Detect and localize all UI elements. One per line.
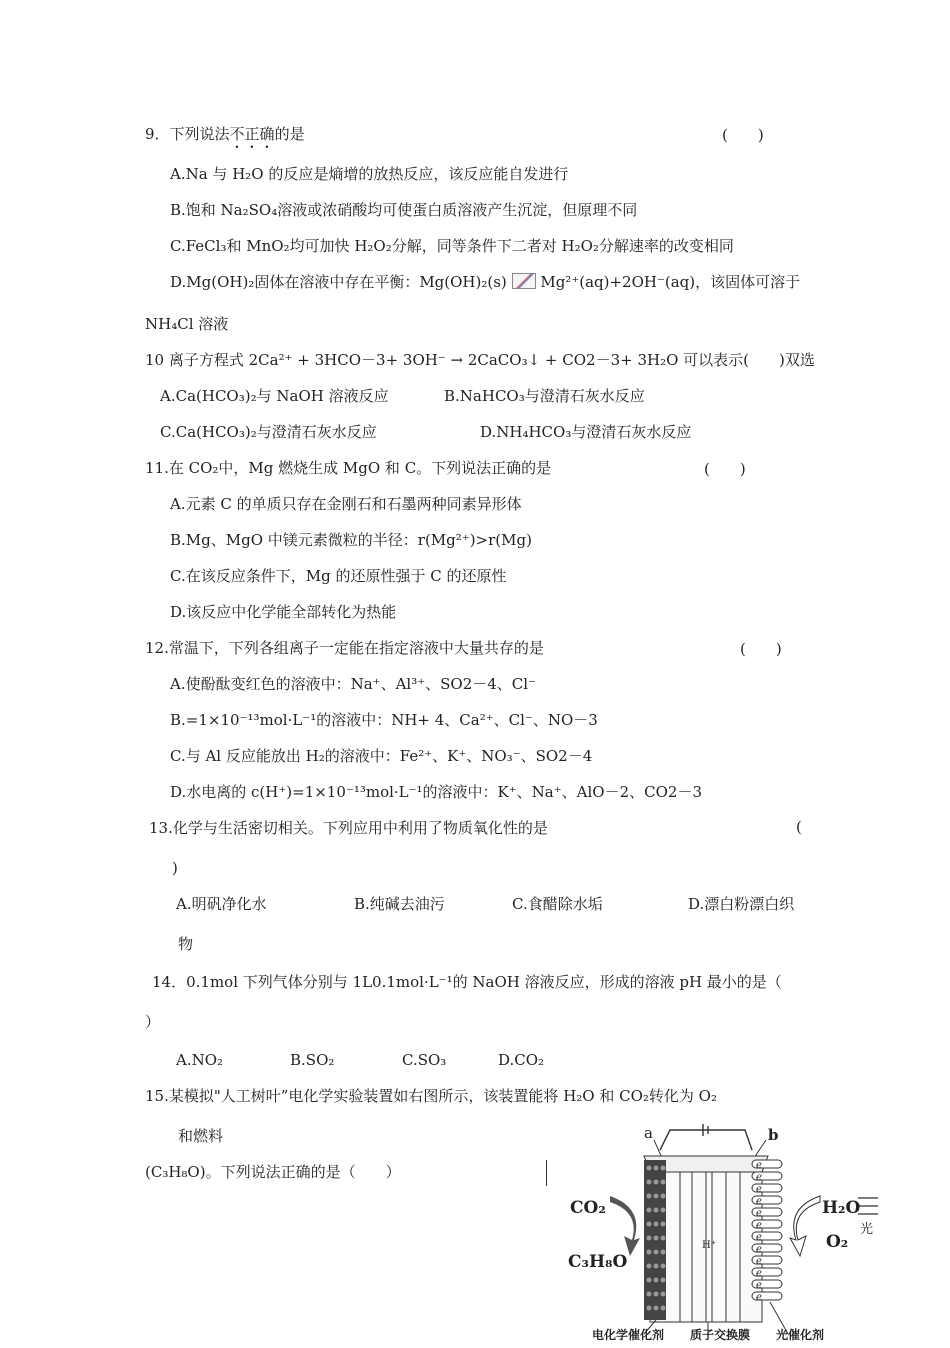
q10-stem: 10 离子方程式 2Ca²⁺ + 3HCO－3+ 3OH⁻ → 2CaCO₃↓ + CO2－3+ 3H₂O 可以表示( )双选 <box>145 351 815 369</box>
q13-paren-open: ( <box>796 818 802 836</box>
q10-option-c: C.Ca(HCO₃)₂与澄清石灰水反应 <box>160 423 377 441</box>
q9-answer-paren: ( ) <box>722 126 764 144</box>
q14-paren-close: ） <box>145 1013 161 1031</box>
label-b: b <box>768 1126 779 1144</box>
q12-option-b: B.=1×10⁻¹³mol·L⁻¹的溶液中：NH+ 4、Ca²⁺、Cl⁻、NO－3 <box>170 711 598 729</box>
q9-option-d-cont: NH₄Cl 溶液 <box>145 315 229 333</box>
q14-option-a: A.NO₂ <box>176 1051 224 1069</box>
q13-paren-close: ) <box>172 859 178 877</box>
equilibrium-arrow-icon <box>512 273 536 289</box>
q15-stem-cont1: 和燃料 <box>178 1127 224 1145</box>
pointer-b <box>754 1140 766 1158</box>
q11-stem: 11.在 CO₂中，Mg 燃烧生成 MgO 和 C。下列说法正确的是 <box>145 459 552 477</box>
q14-option-b: B.SO₂ <box>290 1051 335 1069</box>
q10-option-a: A.Ca(HCO₃)₂与 NaOH 溶液反应 <box>160 387 389 405</box>
caption-electrochemical-catalyst: 电化学催化剂 <box>592 1328 665 1342</box>
q15-stem-cont2: (C₃H₈O)。下列说法正确的是（ ） <box>145 1163 401 1181</box>
q11-option-b: B.Mg、MgO 中镁元素微粒的半径：r(Mg²⁺)>r(Mg) <box>170 531 532 549</box>
label-o2: O₂ <box>826 1232 849 1252</box>
co2-arrow-icon <box>610 1196 640 1256</box>
q12-option-d: D.水电离的 c(H⁺)=1×10⁻¹³mol·L⁻¹的溶液中：K⁺、Na⁺、AlO－2、CO2－3 <box>170 783 702 801</box>
q9-option-a: A.Na 与 H₂O 的反应是熵增的放热反应，该反应能自发进行 <box>170 165 569 183</box>
q9-option-b: B.饱和 Na₂SO₄溶液或浓硝酸均可使蛋白质溶液产生沉淀，但原理不同 <box>170 201 638 219</box>
caption-photocatalyst: 光催化剂 <box>776 1328 825 1342</box>
q13-option-d: D.漂白粉漂白织 <box>688 895 795 913</box>
label-light: 光 <box>860 1222 874 1237</box>
q13-option-b: B.纯碱去油污 <box>354 895 445 913</box>
q13-option-a: A.明矾净化水 <box>176 895 267 913</box>
q13-stem: 13.化学与生活密切相关。下列应用中利用了物质氧化性的是 <box>149 819 548 837</box>
q12-stem: 12.常温下，下列各组离子一定能在指定溶液中大量共存的是 <box>145 639 544 657</box>
q12-option-c: C.与 Al 反应能放出 H₂的溶液中：Fe²⁺、K⁺、NO₃⁻、SO2－4 <box>170 747 593 765</box>
label-a: a <box>644 1124 653 1142</box>
q9-emphasis: 不正确 <box>229 125 275 143</box>
q12-option-a: A.使酚酞变红色的溶液中：Na⁺、Al³⁺、SO2－4、Cl⁻ <box>170 675 537 693</box>
light-arrows-icon <box>858 1198 878 1214</box>
label-h2o: H₂O <box>822 1198 861 1218</box>
q11-option-c: C.在该反应条件下，Mg 的还原性强于 C 的还原性 <box>170 567 507 585</box>
q11-option-d: D.该反应中化学能全部转化为热能 <box>170 603 397 621</box>
caption-proton-membrane: 质子交换膜 <box>690 1328 751 1342</box>
q9-stem: 9．下列说法不正确的是 <box>145 125 305 143</box>
q14-stem: 14．0.1mol 下列气体分别与 1L0.1mol·L⁻¹的 NaOH 溶液反应，形成的溶液 pH 最小的是（ <box>152 973 782 991</box>
label-co2: CO₂ <box>570 1198 606 1218</box>
label-c3h8o: C₃H₈O <box>568 1252 628 1272</box>
q13-option-c: C.食醋除水垢 <box>512 895 603 913</box>
q14-option-d: D.CO₂ <box>498 1051 545 1069</box>
q9-option-d: D.Mg(OH)₂固体在溶液中存在平衡：Mg(OH)₂(s) Mg²⁺(aq)+2OH⁻(aq)，该固体可溶于 <box>170 273 801 291</box>
h2o-arrow-icon <box>790 1196 820 1256</box>
q10-option-b: B.NaHCO₃与澄清石灰水反应 <box>444 387 645 405</box>
q11-option-a: A.元素 C 的单质只存在金刚石和石墨两种同素异形体 <box>170 495 522 513</box>
q10-option-d: D.NH₄HCO₃与澄清石灰水反应 <box>480 423 692 441</box>
electron-labels: e e e e e e e e e e e e <box>756 1160 762 1303</box>
q13-option-d-cont: 物 <box>178 935 194 953</box>
q11-answer-paren: ( ) <box>704 460 746 478</box>
q9-option-c: C.FeCl₃和 MnO₂均可加快 H₂O₂分解，同等条件下二者对 H₂O₂分解速率的改变相同 <box>170 237 734 255</box>
artificial-leaf-diagram <box>540 1120 890 1344</box>
q12-answer-paren: ( ) <box>740 640 782 658</box>
q15-stem: 15.某模拟"人工树叶”电化学实验装置如右图所示，该装置能将 H₂O 和 CO₂转化为 O₂ <box>145 1087 717 1105</box>
label-hplus: H⁺ <box>702 1240 716 1251</box>
external-wire <box>660 1130 752 1150</box>
q14-option-c: C.SO₃ <box>402 1051 447 1069</box>
